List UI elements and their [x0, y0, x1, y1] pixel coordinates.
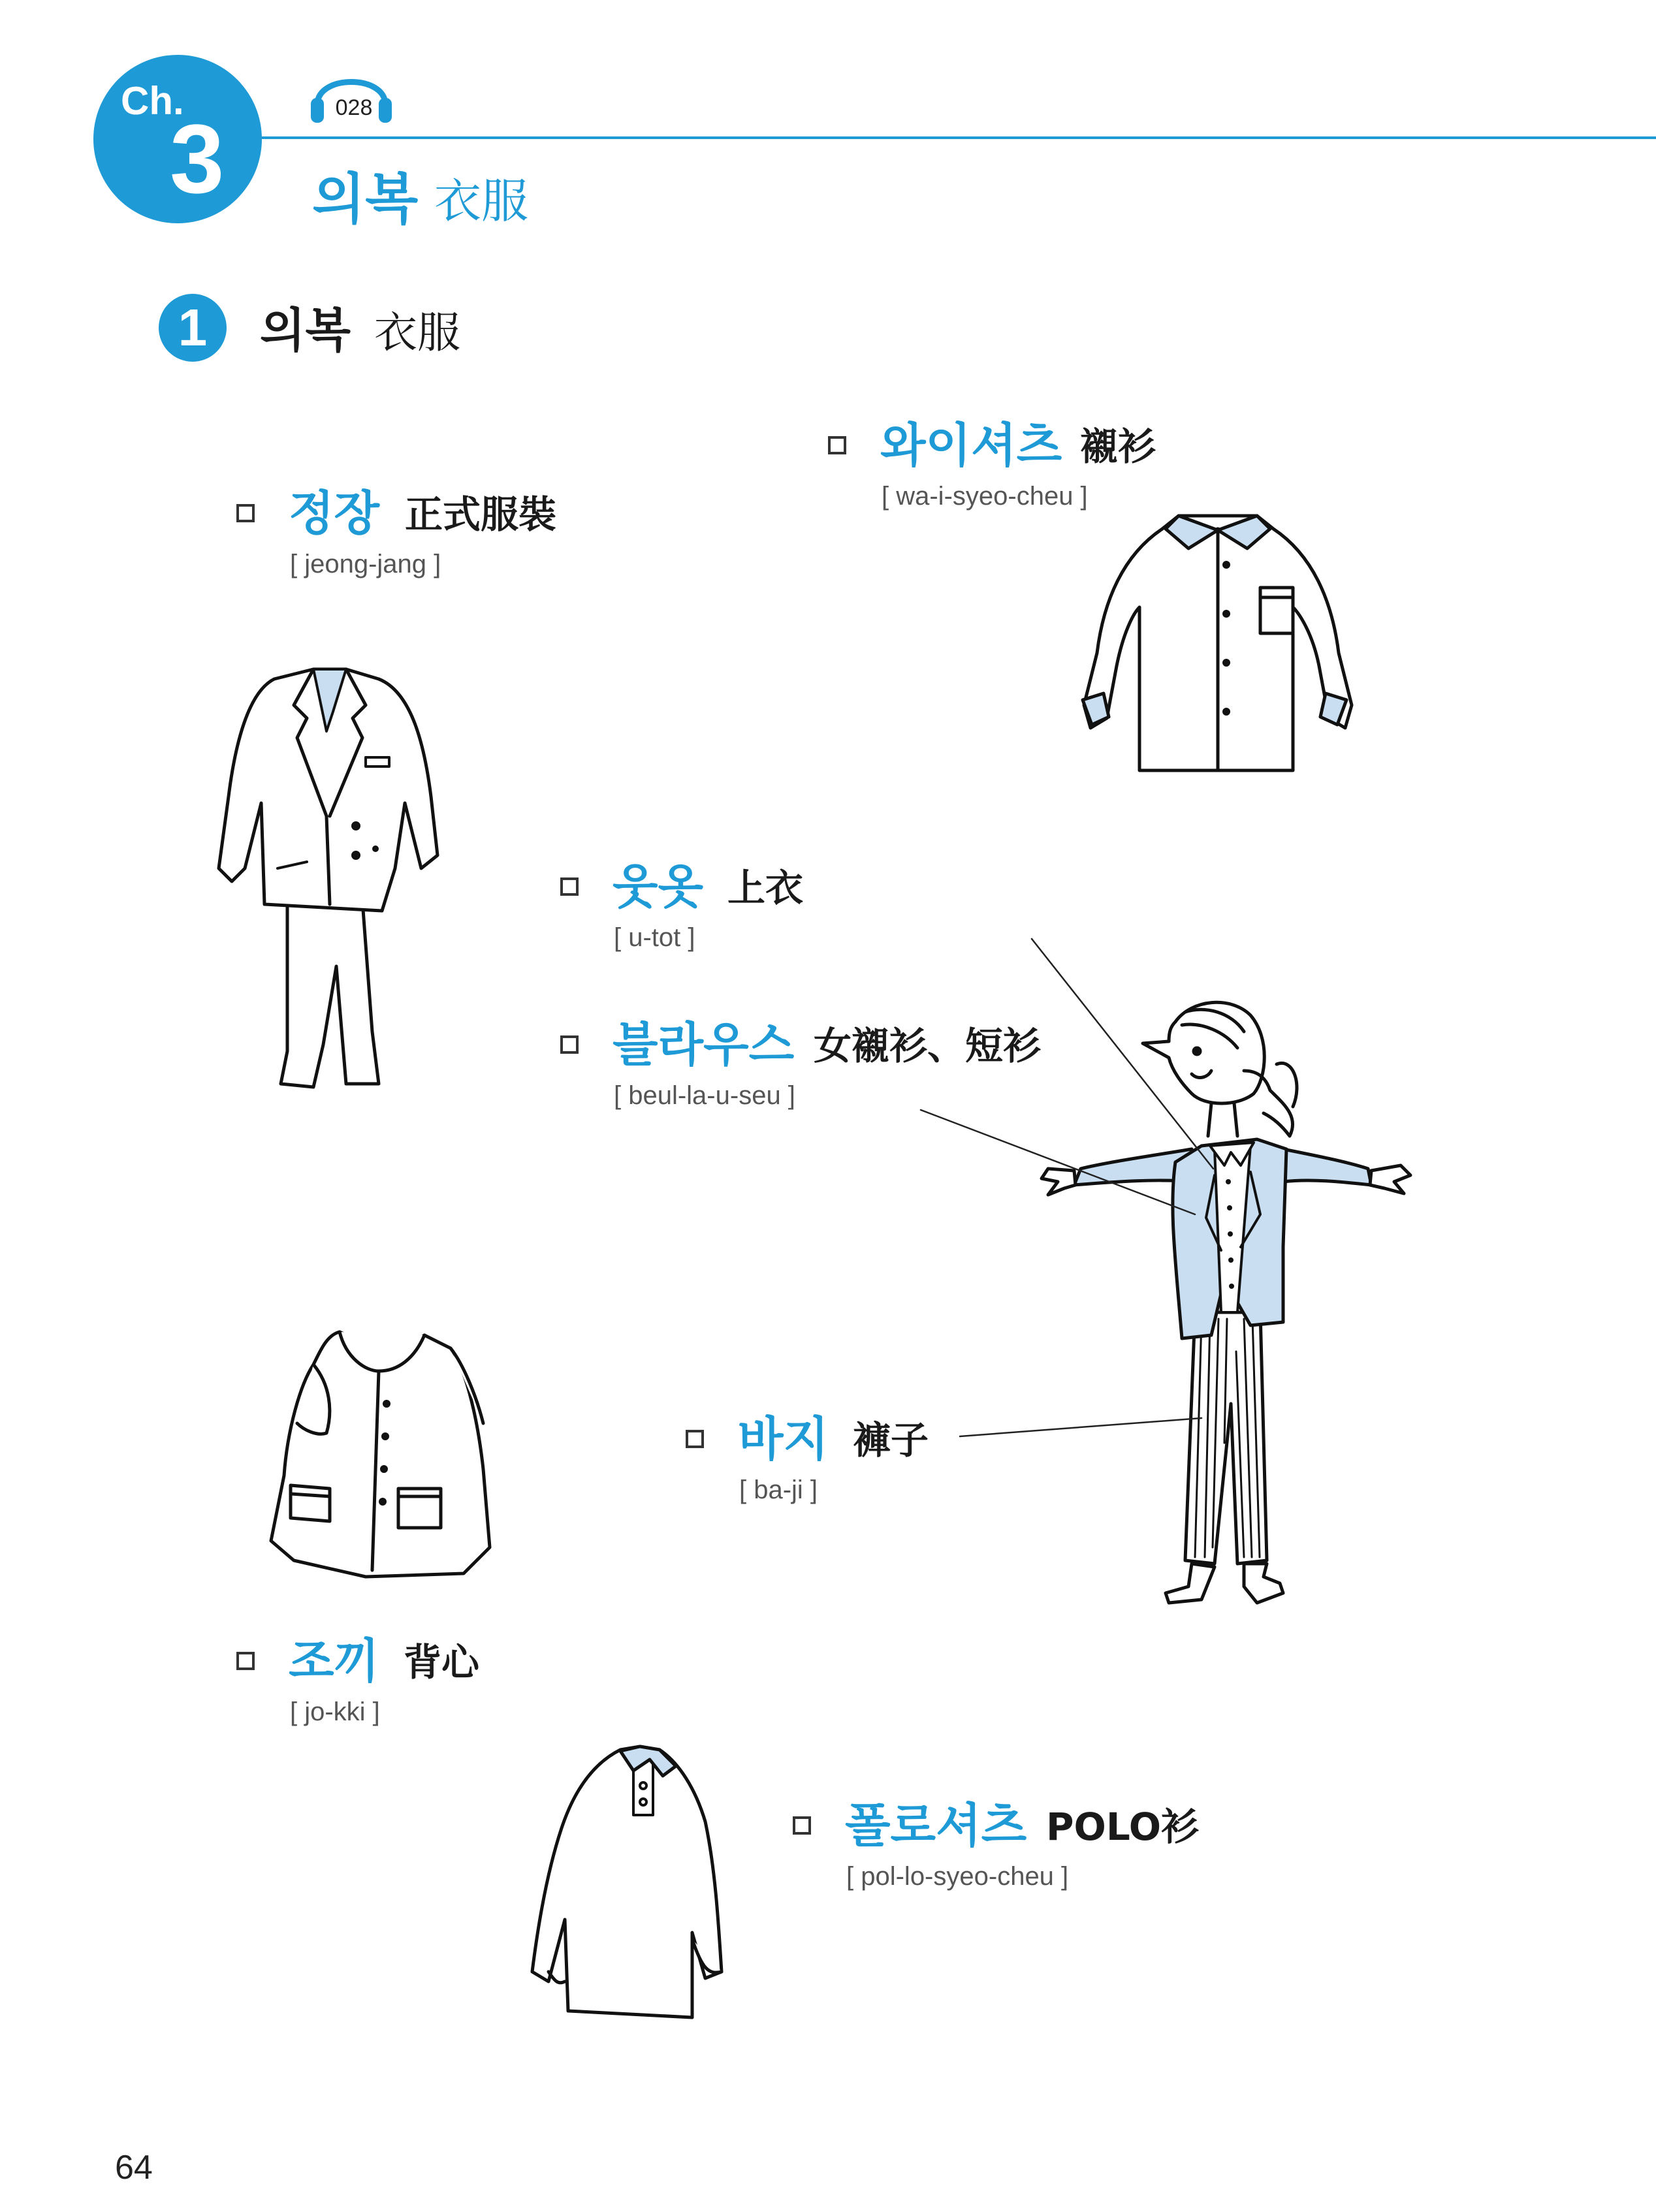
vocab-korean: 정장 [289, 486, 380, 541]
vocab-korean: 바지 [738, 1412, 829, 1466]
vocab-romanization: [ wa-i-syeo-cheu ] [882, 482, 1088, 511]
vocab-chinese: 上衣 [727, 866, 804, 910]
vocab-romanization: [ jo-kki ] [290, 1698, 380, 1726]
vocab-chinese: 褲子 [853, 1418, 929, 1462]
vocab-korean: 조끼 [289, 1634, 380, 1688]
section-title-chinese: 衣服 [374, 308, 460, 358]
chapter-label: Ch. [121, 79, 184, 123]
vocab-korean: 와이셔츠 [880, 418, 1062, 473]
audio-track-number: 028 [335, 95, 373, 120]
vocab-chinese: 女襯衫、短衫 [814, 1024, 1042, 1068]
vocab-romanization: [ ba-ji ] [739, 1476, 818, 1504]
vocab-chinese: 正式服裝 [405, 492, 557, 537]
section-title-korean: 의복 [260, 303, 351, 358]
chapter-title-korean: 의복 [312, 167, 419, 231]
vocab-korean: 블라우스 [613, 1017, 795, 1072]
vocab-chinese: 背心 [404, 1640, 480, 1684]
vocab-romanization: [ pol-lo-syeo-cheu ] [846, 1862, 1069, 1891]
vocab-chinese: POLO衫 [1046, 1805, 1200, 1849]
vocab-romanization: [ beul-la-u-seu ] [614, 1081, 795, 1110]
vocab-korean: 웃옷 [613, 859, 704, 914]
vocab-romanization: [ jeong-jang ] [290, 550, 441, 578]
vocab-korean: 폴로셔츠 [845, 1798, 1027, 1853]
chapter-number: 3 [170, 104, 225, 213]
vocab-romanization: [ u-tot ] [614, 923, 695, 952]
chapter-title-chinese: 衣服 [434, 174, 529, 229]
vocab-chinese: 襯衫 [1080, 424, 1156, 469]
section-number-badge: 1 [159, 294, 227, 362]
page-number: 64 [115, 2149, 153, 2187]
